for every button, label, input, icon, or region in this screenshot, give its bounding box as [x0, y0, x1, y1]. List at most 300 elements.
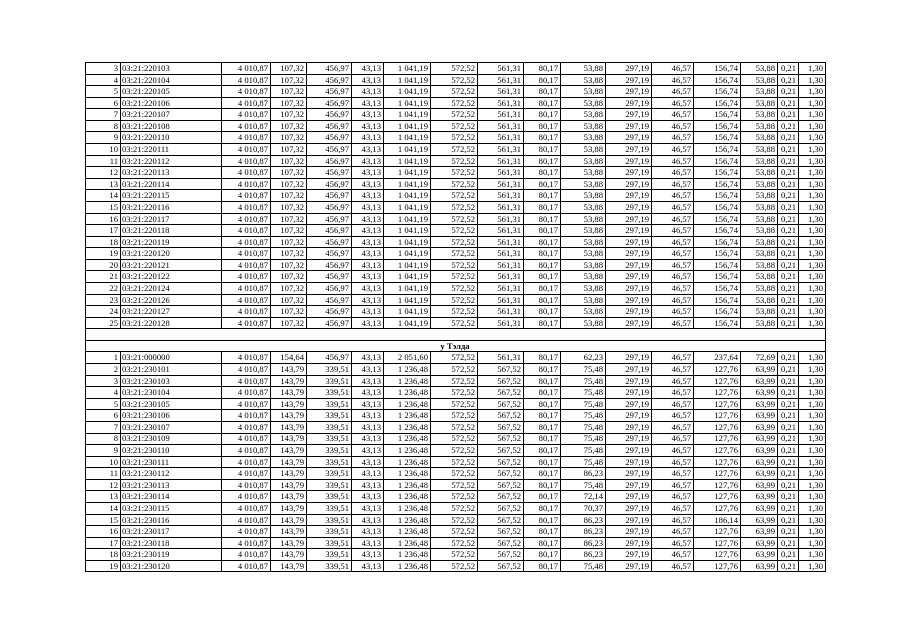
- value-cell: 572,52: [431, 190, 478, 202]
- cadastral-code-cell: 03:21:230107: [121, 421, 222, 433]
- value-cell: 53,88: [561, 271, 606, 283]
- value-cell: 1,30: [799, 294, 826, 306]
- row-number-cell: 11: [86, 468, 121, 480]
- value-cell: 43,13: [352, 514, 384, 526]
- value-cell: 53,88: [741, 259, 778, 271]
- value-cell: 567,52: [478, 514, 524, 526]
- value-cell: 0,21: [778, 468, 799, 480]
- value-cell: 0,21: [778, 398, 799, 410]
- value-cell: 143,79: [271, 433, 307, 445]
- value-cell: 63,99: [741, 410, 778, 422]
- value-cell: 0,21: [778, 491, 799, 503]
- value-cell: 80,17: [524, 364, 561, 376]
- value-cell: 63,99: [741, 549, 778, 561]
- cadastral-code-cell: 03:21:220119: [121, 236, 222, 248]
- value-cell: 567,52: [478, 549, 524, 561]
- value-cell: 1 041,19: [384, 144, 431, 156]
- value-cell: 572,52: [431, 317, 478, 329]
- value-cell: 0,21: [778, 526, 799, 538]
- cadastral-code-cell: 03:21:220122: [121, 271, 222, 283]
- value-cell: 4 010,87: [222, 248, 271, 260]
- value-cell: 456,97: [307, 178, 352, 190]
- value-cell: 127,76: [694, 456, 741, 468]
- value-cell: 1,30: [799, 410, 826, 422]
- value-cell: 80,17: [524, 155, 561, 167]
- value-cell: 297,19: [606, 97, 652, 109]
- cadastral-code-cell: 03:21:220106: [121, 97, 222, 109]
- value-cell: 43,13: [352, 549, 384, 561]
- value-cell: 561,31: [478, 317, 524, 329]
- value-cell: 0,21: [778, 144, 799, 156]
- value-cell: 297,19: [606, 468, 652, 480]
- value-cell: 46,57: [652, 410, 694, 422]
- value-cell: 297,19: [606, 294, 652, 306]
- value-cell: 456,97: [307, 120, 352, 132]
- value-cell: 63,99: [741, 445, 778, 457]
- value-cell: 53,88: [561, 225, 606, 237]
- value-cell: 1 236,48: [384, 479, 431, 491]
- value-cell: 80,17: [524, 294, 561, 306]
- table-row: [86, 364, 826, 376]
- value-cell: 567,52: [478, 456, 524, 468]
- value-cell: 561,31: [478, 236, 524, 248]
- value-cell: 572,52: [431, 201, 478, 213]
- value-cell: 70,37: [561, 502, 606, 514]
- value-cell: 43,13: [352, 502, 384, 514]
- value-cell: 456,97: [307, 317, 352, 329]
- value-cell: 1 041,19: [384, 190, 431, 202]
- value-cell: 63,99: [741, 560, 778, 572]
- value-cell: 1 041,19: [384, 132, 431, 144]
- value-cell: 127,76: [694, 537, 741, 549]
- value-cell: 80,17: [524, 282, 561, 294]
- value-cell: 80,17: [524, 514, 561, 526]
- value-cell: 46,57: [652, 387, 694, 399]
- table-row: [86, 86, 826, 98]
- value-cell: 53,88: [561, 167, 606, 179]
- value-cell: 43,13: [352, 167, 384, 179]
- value-cell: 1 041,19: [384, 97, 431, 109]
- value-cell: 2 051,60: [384, 352, 431, 364]
- value-cell: 62,23: [561, 352, 606, 364]
- value-cell: 572,52: [431, 410, 478, 422]
- table-row: [86, 282, 826, 294]
- value-cell: 46,57: [652, 549, 694, 561]
- value-cell: 43,13: [352, 236, 384, 248]
- table-row: [86, 537, 826, 549]
- row-number-cell: 23: [86, 294, 121, 306]
- table-row: [86, 445, 826, 457]
- value-cell: 53,88: [741, 97, 778, 109]
- value-cell: 456,97: [307, 63, 352, 75]
- table-row: [86, 213, 826, 225]
- value-cell: 107,32: [271, 271, 307, 283]
- value-cell: 86,23: [561, 549, 606, 561]
- value-cell: 297,19: [606, 132, 652, 144]
- value-cell: 46,57: [652, 456, 694, 468]
- value-cell: 4 010,87: [222, 456, 271, 468]
- value-cell: 46,57: [652, 502, 694, 514]
- value-cell: 43,13: [352, 456, 384, 468]
- cadastral-code-cell: 03:21:230105: [121, 398, 222, 410]
- value-cell: 53,88: [741, 63, 778, 75]
- row-number-cell: 14: [86, 190, 121, 202]
- value-cell: 456,97: [307, 259, 352, 271]
- cadastral-code-cell: 03:21:230113: [121, 479, 222, 491]
- value-cell: 46,57: [652, 132, 694, 144]
- value-cell: 4 010,87: [222, 491, 271, 503]
- value-cell: 567,52: [478, 421, 524, 433]
- value-cell: 156,74: [694, 155, 741, 167]
- table-section-2: [86, 352, 826, 572]
- value-cell: 572,52: [431, 433, 478, 445]
- value-cell: 339,51: [307, 433, 352, 445]
- value-cell: 339,51: [307, 537, 352, 549]
- value-cell: 4 010,87: [222, 375, 271, 387]
- value-cell: 0,21: [778, 282, 799, 294]
- value-cell: 53,88: [741, 317, 778, 329]
- value-cell: 127,76: [694, 549, 741, 561]
- value-cell: 156,74: [694, 306, 741, 318]
- value-cell: 567,52: [478, 364, 524, 376]
- value-cell: 4 010,87: [222, 352, 271, 364]
- value-cell: 1,30: [799, 109, 826, 121]
- value-cell: 63,99: [741, 514, 778, 526]
- value-cell: 561,31: [478, 271, 524, 283]
- value-cell: 297,19: [606, 491, 652, 503]
- value-cell: 1 041,19: [384, 201, 431, 213]
- cadastral-code-cell: 03:21:220111: [121, 144, 222, 156]
- value-cell: 456,97: [307, 144, 352, 156]
- cadastral-code-cell: 03:21:220108: [121, 120, 222, 132]
- value-cell: 572,52: [431, 306, 478, 318]
- table-row: [86, 410, 826, 422]
- value-cell: 43,13: [352, 178, 384, 190]
- row-number-cell: 16: [86, 213, 121, 225]
- row-number-cell: 22: [86, 282, 121, 294]
- value-cell: 127,76: [694, 526, 741, 538]
- value-cell: 46,57: [652, 468, 694, 480]
- value-cell: 1,30: [799, 155, 826, 167]
- value-cell: 1,30: [799, 468, 826, 480]
- cadastral-code-cell: 03:21:230118: [121, 537, 222, 549]
- value-cell: 1,30: [799, 398, 826, 410]
- value-cell: 53,88: [561, 294, 606, 306]
- value-cell: 63,99: [741, 364, 778, 376]
- value-cell: 43,13: [352, 201, 384, 213]
- value-cell: 80,17: [524, 433, 561, 445]
- value-cell: 86,23: [561, 468, 606, 480]
- value-cell: 186,14: [694, 514, 741, 526]
- value-cell: 43,13: [352, 74, 384, 86]
- row-number-cell: 1: [86, 352, 121, 364]
- value-cell: 53,88: [741, 236, 778, 248]
- value-cell: 297,19: [606, 410, 652, 422]
- value-cell: 339,51: [307, 456, 352, 468]
- value-cell: 1,30: [799, 433, 826, 445]
- value-cell: 561,31: [478, 63, 524, 75]
- value-cell: 86,23: [561, 514, 606, 526]
- value-cell: 53,88: [561, 120, 606, 132]
- value-cell: 43,13: [352, 306, 384, 318]
- value-cell: 1,30: [799, 421, 826, 433]
- value-cell: 156,74: [694, 167, 741, 179]
- value-cell: 0,21: [778, 97, 799, 109]
- value-cell: 572,52: [431, 155, 478, 167]
- value-cell: 0,21: [778, 456, 799, 468]
- value-cell: 567,52: [478, 433, 524, 445]
- value-cell: 561,31: [478, 282, 524, 294]
- value-cell: 43,13: [352, 63, 384, 75]
- value-cell: 297,19: [606, 433, 652, 445]
- value-cell: 1 236,48: [384, 398, 431, 410]
- value-cell: 53,88: [561, 97, 606, 109]
- value-cell: 297,19: [606, 201, 652, 213]
- value-cell: 53,88: [561, 144, 606, 156]
- blank-row: [86, 329, 826, 341]
- value-cell: 1,30: [799, 86, 826, 98]
- value-cell: 297,19: [606, 479, 652, 491]
- value-cell: 4 010,87: [222, 398, 271, 410]
- value-cell: 46,57: [652, 294, 694, 306]
- value-cell: 75,48: [561, 433, 606, 445]
- value-cell: 0,21: [778, 190, 799, 202]
- value-cell: 143,79: [271, 514, 307, 526]
- value-cell: 572,52: [431, 479, 478, 491]
- value-cell: 561,31: [478, 352, 524, 364]
- value-cell: 107,32: [271, 120, 307, 132]
- value-cell: 53,88: [741, 74, 778, 86]
- value-cell: 156,74: [694, 259, 741, 271]
- value-cell: 75,48: [561, 456, 606, 468]
- value-cell: 43,13: [352, 109, 384, 121]
- value-cell: 561,31: [478, 167, 524, 179]
- value-cell: 46,57: [652, 491, 694, 503]
- table-row: [86, 479, 826, 491]
- value-cell: 156,74: [694, 74, 741, 86]
- value-cell: 80,17: [524, 445, 561, 457]
- value-cell: 46,57: [652, 248, 694, 260]
- value-cell: 53,88: [561, 201, 606, 213]
- value-cell: 53,88: [561, 282, 606, 294]
- value-cell: 4 010,87: [222, 445, 271, 457]
- value-cell: 456,97: [307, 225, 352, 237]
- value-cell: 4 010,87: [222, 514, 271, 526]
- value-cell: 43,13: [352, 352, 384, 364]
- value-cell: 572,52: [431, 86, 478, 98]
- value-cell: 561,31: [478, 97, 524, 109]
- table-row: [86, 514, 826, 526]
- value-cell: 567,52: [478, 491, 524, 503]
- cadastral-code-cell: 03:21:220124: [121, 282, 222, 294]
- table-section-1: [86, 63, 826, 329]
- value-cell: 456,97: [307, 213, 352, 225]
- value-cell: 0,21: [778, 74, 799, 86]
- table-row: [86, 317, 826, 329]
- table-row: [86, 63, 826, 75]
- value-cell: 4 010,87: [222, 410, 271, 422]
- cadastral-code-cell: 03:21:230111: [121, 456, 222, 468]
- table-row: [86, 236, 826, 248]
- value-cell: 53,88: [741, 225, 778, 237]
- table-row: [86, 190, 826, 202]
- value-cell: 456,97: [307, 236, 352, 248]
- value-cell: 456,97: [307, 74, 352, 86]
- value-cell: 297,19: [606, 282, 652, 294]
- table-row: [86, 97, 826, 109]
- value-cell: 53,88: [741, 132, 778, 144]
- value-cell: 80,17: [524, 86, 561, 98]
- table-row: [86, 132, 826, 144]
- value-cell: 567,52: [478, 479, 524, 491]
- value-cell: 107,32: [271, 86, 307, 98]
- value-cell: 63,99: [741, 375, 778, 387]
- value-cell: 339,51: [307, 560, 352, 572]
- value-cell: 43,13: [352, 225, 384, 237]
- value-cell: 43,13: [352, 491, 384, 503]
- value-cell: 1 236,48: [384, 445, 431, 457]
- cadastral-code-cell: 03:21:230115: [121, 502, 222, 514]
- value-cell: 127,76: [694, 387, 741, 399]
- value-cell: 156,74: [694, 144, 741, 156]
- row-number-cell: 19: [86, 560, 121, 572]
- value-cell: 339,51: [307, 479, 352, 491]
- value-cell: 107,32: [271, 259, 307, 271]
- row-number-cell: 13: [86, 491, 121, 503]
- value-cell: 4 010,87: [222, 63, 271, 75]
- row-number-cell: 19: [86, 248, 121, 260]
- value-cell: 572,52: [431, 236, 478, 248]
- table-row: [86, 549, 826, 561]
- value-cell: 1,30: [799, 190, 826, 202]
- cadastral-code-cell: 03:21:220118: [121, 225, 222, 237]
- value-cell: 43,13: [352, 364, 384, 376]
- value-cell: 4 010,87: [222, 97, 271, 109]
- value-cell: 297,19: [606, 526, 652, 538]
- value-cell: 297,19: [606, 549, 652, 561]
- value-cell: 156,74: [694, 201, 741, 213]
- row-number-cell: 10: [86, 456, 121, 468]
- table-section-separator: [86, 329, 826, 352]
- value-cell: 0,21: [778, 120, 799, 132]
- value-cell: 1 041,19: [384, 213, 431, 225]
- value-cell: 1 041,19: [384, 282, 431, 294]
- table-row: [86, 201, 826, 213]
- value-cell: 339,51: [307, 468, 352, 480]
- value-cell: 72,14: [561, 491, 606, 503]
- value-cell: 46,57: [652, 155, 694, 167]
- cadastral-code-cell: 03:21:230106: [121, 410, 222, 422]
- cadastral-code-cell: 03:21:220128: [121, 317, 222, 329]
- value-cell: 572,52: [431, 514, 478, 526]
- value-cell: 0,21: [778, 410, 799, 422]
- value-cell: 75,48: [561, 410, 606, 422]
- value-cell: 107,32: [271, 74, 307, 86]
- value-cell: 297,19: [606, 144, 652, 156]
- row-number-cell: 12: [86, 167, 121, 179]
- value-cell: 107,32: [271, 167, 307, 179]
- value-cell: 4 010,87: [222, 178, 271, 190]
- value-cell: 46,57: [652, 236, 694, 248]
- value-cell: 80,17: [524, 167, 561, 179]
- cadastral-code-cell: 03:21:220104: [121, 74, 222, 86]
- value-cell: 567,52: [478, 468, 524, 480]
- value-cell: 43,13: [352, 410, 384, 422]
- cadastral-code-cell: 03:21:220121: [121, 259, 222, 271]
- value-cell: 46,57: [652, 514, 694, 526]
- cadastral-code-cell: 03:21:220103: [121, 63, 222, 75]
- value-cell: 53,88: [561, 259, 606, 271]
- value-cell: 456,97: [307, 248, 352, 260]
- table-row: [86, 259, 826, 271]
- value-cell: 53,88: [741, 120, 778, 132]
- row-number-cell: 8: [86, 433, 121, 445]
- value-cell: 339,51: [307, 375, 352, 387]
- value-cell: 297,19: [606, 120, 652, 132]
- section-header-row: [86, 340, 826, 352]
- value-cell: 1,30: [799, 225, 826, 237]
- value-cell: 80,17: [524, 502, 561, 514]
- value-cell: 297,19: [606, 190, 652, 202]
- value-cell: 572,52: [431, 421, 478, 433]
- value-cell: 1 041,19: [384, 74, 431, 86]
- value-cell: 297,19: [606, 63, 652, 75]
- value-cell: 572,52: [431, 526, 478, 538]
- cadastral-code-cell: 03:21:230120: [121, 560, 222, 572]
- value-cell: 43,13: [352, 86, 384, 98]
- value-cell: 53,88: [741, 86, 778, 98]
- value-cell: 43,13: [352, 144, 384, 156]
- value-cell: 561,31: [478, 213, 524, 225]
- value-cell: 4 010,87: [222, 271, 271, 283]
- value-cell: 80,17: [524, 421, 561, 433]
- value-cell: 297,19: [606, 109, 652, 121]
- value-cell: 53,88: [741, 213, 778, 225]
- value-cell: 0,21: [778, 549, 799, 561]
- value-cell: 1,30: [799, 74, 826, 86]
- value-cell: 46,57: [652, 144, 694, 156]
- value-cell: 156,74: [694, 63, 741, 75]
- value-cell: 572,52: [431, 549, 478, 561]
- value-cell: 156,74: [694, 317, 741, 329]
- value-cell: 4 010,87: [222, 155, 271, 167]
- value-cell: 43,13: [352, 248, 384, 260]
- value-cell: 456,97: [307, 306, 352, 318]
- value-cell: 1,30: [799, 502, 826, 514]
- cadastral-code-cell: 03:21:230117: [121, 526, 222, 538]
- value-cell: 0,21: [778, 132, 799, 144]
- value-cell: 572,52: [431, 248, 478, 260]
- value-cell: 127,76: [694, 410, 741, 422]
- value-cell: 297,19: [606, 421, 652, 433]
- value-cell: 75,48: [561, 445, 606, 457]
- row-number-cell: 25: [86, 317, 121, 329]
- value-cell: 63,99: [741, 491, 778, 503]
- value-cell: 43,13: [352, 271, 384, 283]
- row-number-cell: 8: [86, 120, 121, 132]
- value-cell: 0,21: [778, 502, 799, 514]
- value-cell: 63,99: [741, 526, 778, 538]
- value-cell: 4 010,87: [222, 282, 271, 294]
- value-cell: 63,99: [741, 456, 778, 468]
- row-number-cell: 5: [86, 398, 121, 410]
- value-cell: 127,76: [694, 468, 741, 480]
- value-cell: 339,51: [307, 526, 352, 538]
- value-cell: 1 041,19: [384, 317, 431, 329]
- value-cell: 237,64: [694, 352, 741, 364]
- value-cell: 0,21: [778, 225, 799, 237]
- value-cell: 456,97: [307, 282, 352, 294]
